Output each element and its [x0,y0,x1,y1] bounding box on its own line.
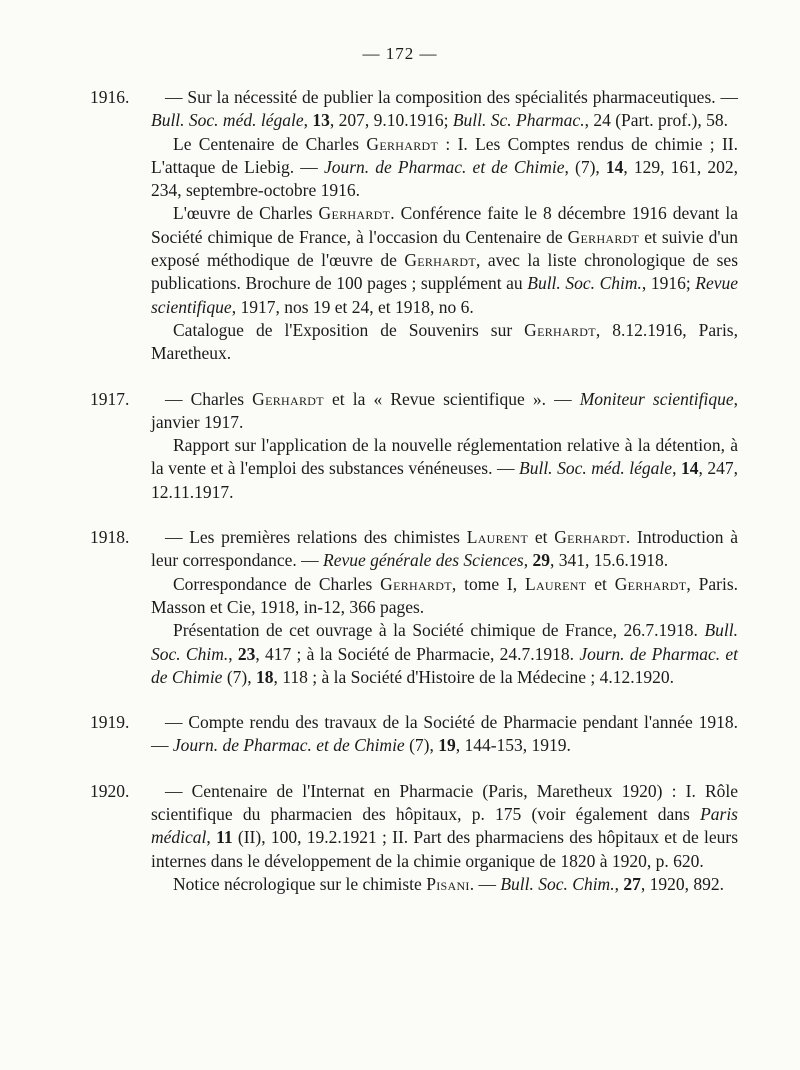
text-run: , [303,110,313,131]
text-run: , (7), [564,156,606,177]
bibliography-entry [0,711,800,758]
journal-title: Journ. de Pharmac. et de Chimie [172,735,405,756]
text-run: , [206,827,217,848]
author-name: Pisani [426,873,470,894]
text-run: , 24 (Part. prof.), 58. [584,110,728,131]
text-run: (II), 100, 19.2.1921 ; II. Part des pharmaciens des hôpitaux et de leurs internes dans le développement de la chimie organique de 1820 à 1920, p. 620. [151,827,739,871]
entry-paragraph [151,319,738,366]
text-run: . Conférence faite le 8 décembre 1916 devant la Société chimique de France, à l'occasion du Centenaire de [151,203,738,247]
text-run: , 207, 9.10.1916; [329,110,453,131]
entry-paragraph [151,86,738,133]
text-run: (7), [222,666,256,687]
text-run: . Introduction à leur correspondance. — [151,527,738,571]
entry-paragraph [151,711,738,758]
author-name: Gerhardt [404,250,477,271]
bibliography-entry [0,526,800,689]
volume-number: 27 [623,873,641,894]
text-run: , janvier 1917. [151,388,738,432]
text-run: — Sur la nécessité de publier la composition des spécialités pharmaceutiques. — [165,87,738,107]
text-run: , avec la liste chronologique de ses publications. Brochure de 100 pages ; supplément au [151,250,739,294]
author-name: Gerhardt [380,573,452,594]
text-run: et [528,527,555,548]
text-run: , 144-153, 1919. [455,735,571,756]
text-run: , [523,550,533,571]
entry-paragraph [151,619,738,689]
text-run: L'œuvre de Charles [173,203,319,224]
text-run: , 129, 161, 202, 234, septembre-octobre 1916. [151,156,739,201]
journal-title: Journ. de Pharmac. et de Chimie [323,156,565,177]
entry-paragraph [151,133,738,203]
author-name: Gerhardt [366,133,439,154]
journal-title: Bull. Sc. Pharmac. [452,110,585,131]
text-run: , [614,873,624,894]
volume-number: 23 [237,643,256,664]
entry-year: 1920. [90,780,130,801]
volume-number: 13 [312,110,330,131]
text-run: et la « Revue scientifique ». — [323,388,580,409]
journal-title: Bull. Soc. Chim. [527,273,642,294]
entry-paragraph [151,526,738,573]
text-run: , 1917, nos 19 et 24, et 1918, no 6. [231,296,474,317]
entry-year: 1917. [90,388,130,409]
text-run: , [672,458,681,479]
journal-title: Moniteur scientifique [579,388,734,409]
text-run: , 341, 15.6.1918. [549,550,669,571]
journal-title: Journ. de Pharmac. et de Chimie [151,643,738,687]
entry-paragraph [151,388,738,435]
entry-paragraph [151,780,738,873]
page-number: — 172 — [362,44,438,63]
text-run: , 1916; [641,273,696,294]
volume-number: 11 [216,827,233,848]
text-run: — Centenaire de l'Internat en Pharmacie (Paris, Maretheux 1920) : I. Rôle scientifique du pharmacien des hôpitaux, p. 175 (voir également dans [151,780,738,825]
bibliography-entry [0,86,800,366]
text-run: — Compte rendu des travaux de la Société de Pharmacie pendant l'année 1918. — [151,712,738,756]
text-run: Rapport sur l'application de la nouvelle réglementation relative à la détention, à la vente et à l'emploi des substances vénéneuses. — [151,435,738,479]
text-run: , 417 ; à la Société de Pharmacie, 24.7.1918. [255,643,580,664]
journal-title: Bull. Soc. Chim. [151,620,738,664]
journal-title: Paris médical [151,804,738,848]
journal-title: Revue scientifique [151,273,738,317]
entry-paragraph [151,873,738,896]
author-name: Gerhardt [554,527,626,548]
volume-number: 19 [438,735,456,756]
volume-number: 14 [605,156,624,177]
bibliography-entry [0,388,800,504]
author-name: Gerhardt [252,388,324,409]
text-run: , [228,643,238,664]
entry-year: 1919. [90,712,130,733]
text-run: et suivie d'un exposé méthodique de l'œuvre de [151,226,739,271]
text-run: : I. Les Comptes rendus de chimie ; II. L'attaque de Liebig. — [151,133,738,177]
author-name: Gerhardt [614,573,687,594]
text-run: — Les premières relations des chimistes [165,527,467,548]
journal-title: Bull. Soc. méd. légale [151,110,304,131]
text-run: , 1920, 892. [640,873,724,894]
text-run: (7), [404,735,439,756]
text-run: , Paris. Masson et Cie, 1918, in-12, 366 pages. [151,573,738,617]
text-run: Catalogue de l'Exposition de Souvenirs sur [173,319,525,340]
bibliography-entry [0,780,800,896]
author-name: Gerhardt [318,203,391,224]
journal-title: Bull. Soc. méd. légale [519,458,673,479]
volume-number: 29 [532,550,550,571]
journal-title: Bull. Soc. Chim. [500,873,615,894]
text-run: , 118 ; à la Société d'Histoire de la Médecine ; 4.12.1920. [273,666,675,687]
text-run: Présentation de cet ouvrage à la Société chimique de France, 26.7.1918. [173,620,705,641]
text-run: , 247, 12.11.1917. [151,458,739,502]
entry-paragraph [151,434,738,504]
entry-paragraph [151,202,738,318]
volume-number: 14 [680,458,699,479]
author-name: Gerhardt [567,226,640,247]
author-name: Gerhardt [524,319,596,340]
text-run: , 8.12.1916, Paris, Maretheux. [151,319,738,364]
text-run: . — [469,873,501,894]
text-run: — Charles [165,388,253,409]
text-run: Correspondance de Charles [173,573,381,594]
journal-title: Revue générale des Sciences [323,550,524,571]
text-run: , tome I, [451,573,525,594]
entry-year: 1918. [90,527,130,548]
bibliography-list [0,86,800,918]
author-name: Laurent [466,527,529,548]
text-run: Notice nécrologique sur le chimiste [173,873,427,894]
text-run: Le Centenaire de Charles [173,133,367,154]
entry-year: 1916. [90,87,130,107]
entry-paragraph [151,573,738,620]
text-run: et [586,573,615,594]
author-name: Laurent [524,573,587,594]
volume-number: 18 [255,666,274,687]
